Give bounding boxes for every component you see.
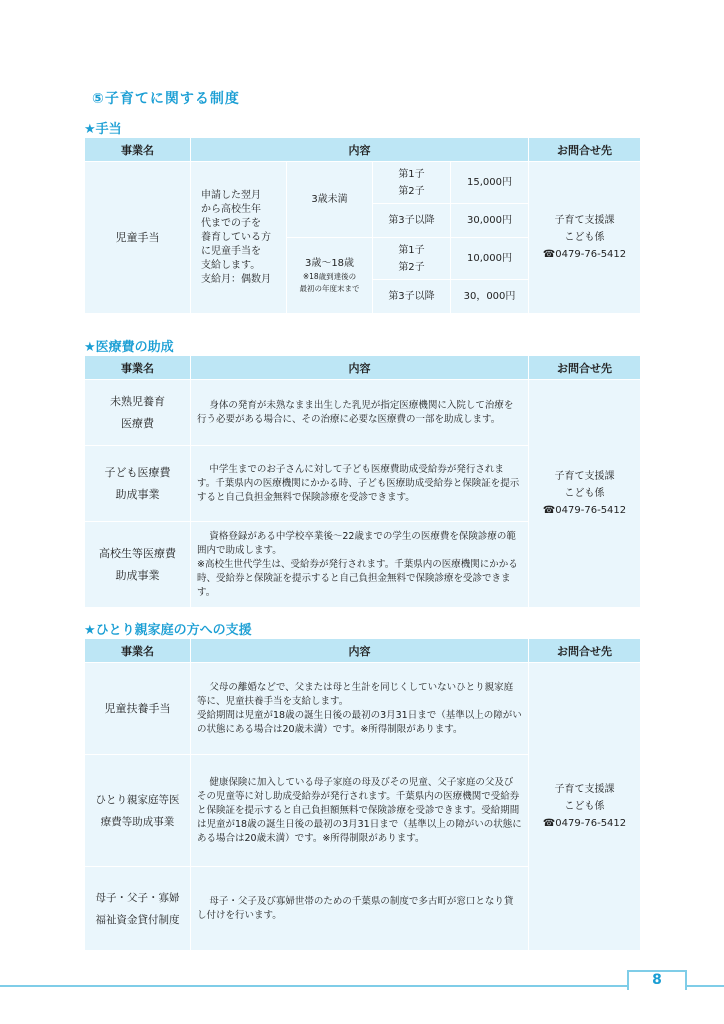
- section-iryo: ★医療費の助成: [84, 340, 174, 355]
- section-hitorioya: ★ひとり親家庭の方への支援: [84, 623, 252, 638]
- iryo-desc-0: 身体の発育が未熟なまま出生した乳児が指定医療機関に入院して治療を行う必要がある場合に、その治療に必要な医療費の一部を助成します。: [191, 380, 529, 446]
- hitorioya-table: [84, 638, 641, 951]
- header-name: 事業名: [85, 356, 191, 380]
- header-contact: お問合せ先: [529, 138, 641, 162]
- iryo-table: [84, 355, 641, 608]
- header-name: 事業名: [85, 138, 191, 162]
- amount-30000-b: 30，000円: [451, 280, 529, 314]
- page-title: ⑤子育てに関する制度: [92, 91, 240, 107]
- header-content: 内容: [191, 356, 529, 380]
- hitori-desc-2: 母子・父子及び寡婦世帯のための千葉県の制度で多古町が窓口となり貸し付けを行います。: [191, 867, 529, 951]
- header-name: 事業名: [85, 639, 191, 663]
- header-content: 内容: [191, 639, 529, 663]
- page-number: 8: [627, 970, 687, 990]
- teate-desc: 申請した翌月 から高校生年 代までの子を 養育している方 に児童手当を 支給します。 支給月：偶数月: [191, 162, 287, 314]
- iryo-desc-1: 中学生までのお子さんに対して子ども医療費助成受給券が発行されます。千葉県内の医療機関にかかる時、子ども医療助成受給券と保険証を提示すると自己負担金無料で保険診療を受診できます。: [191, 446, 529, 522]
- age-3to18: 3歳～18歳 ※18歳到達後の 最初の年度末まで: [287, 238, 373, 314]
- amount-30000-a: 30,000円: [451, 204, 529, 238]
- amount-15000: 15,000円: [451, 162, 529, 204]
- hitori-name-0: 児童扶養手当: [85, 663, 191, 755]
- iryo-name-1: 子ども医療費 助成事業: [85, 446, 191, 522]
- age-under3: 3歳未満: [287, 162, 373, 238]
- header-contact: お問合せ先: [529, 639, 641, 663]
- child3-a: 第3子以降: [373, 204, 451, 238]
- hitori-desc-1: 健康保険に加入している母子家庭の母及びその児童、父子家庭の父及びその児童等に対し助成受給券が発行されます。千葉県内の医療機関で受給券と保険証を提示すると自己負担額無料で保険診療を受診できます。受給期間は児童が18歳の誕生日後の最初の3月31日まで（基準以上の障がいの状態にある場合は20歳未満）です。※所得制限があります。: [191, 755, 529, 867]
- child3-b: 第3子以降: [373, 280, 451, 314]
- section-teate: ★手当: [84, 122, 122, 137]
- iryo-contact: 子育て支援課 こども係 ☎0479-76-5412: [529, 380, 641, 608]
- hitori-desc-0: 父母の離婚などで、父または母と生計を同じくしていないひとり親家庭等に、児童扶養手当を支給します。 受給期間は児童が18歳の誕生日後の最初の3月31日まで（基準以上の障がいの状態にある場合は20歳未満）です。※所得制限があります。: [191, 663, 529, 755]
- hitori-contact: 子育て支援課 こども係 ☎0479-76-5412: [529, 663, 641, 951]
- hitori-name-1: ひとり親家庭等医 療費等助成事業: [85, 755, 191, 867]
- teate-table: [84, 137, 641, 314]
- child12-b: 第1子 第2子: [373, 238, 451, 280]
- iryo-name-0: 未熟児養育 医療費: [85, 380, 191, 446]
- header-content: 内容: [191, 138, 529, 162]
- iryo-desc-2: 資格登録がある中学校卒業後～22歳までの学生の医療費を保険診療の範囲内で助成します。 ※高校生世代学生は、受給券が発行されます。千葉県内の医療機関にかかる時、受給券と保険証を提示すると自己負担金無料で保険診療を受診できます。: [191, 522, 529, 608]
- teate-contact: 子育て支援課 こども係 ☎0479-76-5412: [529, 162, 641, 314]
- iryo-name-2: 高校生等医療費 助成事業: [85, 522, 191, 608]
- hitori-name-2: 母子・父子・寡婦 福祉資金貸付制度: [85, 867, 191, 951]
- teate-name: 児童手当: [85, 162, 191, 314]
- child12-a: 第1子 第2子: [373, 162, 451, 204]
- header-contact: お問合せ先: [529, 356, 641, 380]
- footer-line: [0, 985, 724, 987]
- amount-10000: 10,000円: [451, 238, 529, 280]
